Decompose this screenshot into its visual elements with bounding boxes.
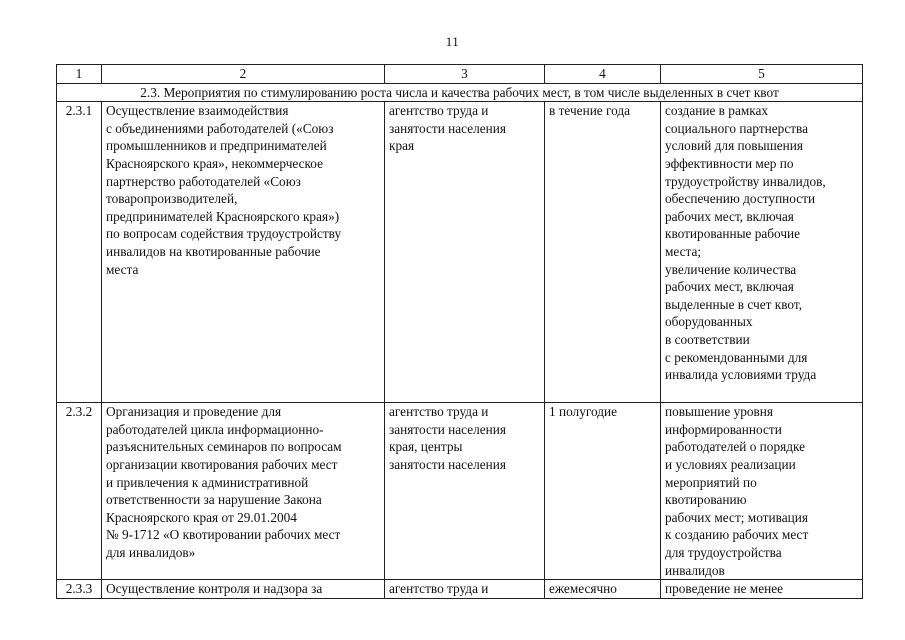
section-title: 2.3. Мероприятия по стимулированию роста числа и качества рабочих мест, в том числе выделенных в счет квот: [57, 83, 863, 102]
page-number: 11: [445, 34, 460, 49]
result-cell: повышение уровня информированности работодателей о порядке и условиях реализации мероприятий по квотированию рабочих мест; мотивация к созданию рабочих мест для трудоустройства инвалидов: [661, 403, 863, 580]
row-number: 2.3.3: [57, 580, 102, 599]
table-row: [57, 403, 863, 580]
column-header-2: 2: [102, 65, 385, 84]
table-header-row: [57, 65, 863, 84]
table-row: [57, 580, 863, 599]
table-row: [57, 102, 863, 403]
activity-cell: Организация и проведение для работодателей цикла информационно- разъяснительных семинаров по вопросам организации квотирования рабочих мест и привлечения к административной ответственности за нарушение Закона Красноярского края от 29.01.2004 № 9-1712 «О квотировании рабочих мест для инвалидов»: [102, 403, 385, 580]
activity-cell: Осуществление контроля и надзора за: [102, 580, 385, 599]
activity-cell: Осуществление взаимодействия с объединениями работодателей («Союз промышленников и предпринимателей Красноярского края», некоммерческое партнерство работодателей «Союз товаропроизводителей, предпринимателей Красноярского края») по вопросам содействия трудоустройству инвалидов на квотированные рабочие места: [102, 102, 385, 403]
row-number: 2.3.2: [57, 403, 102, 580]
term-cell: в течение года: [545, 102, 661, 403]
term-cell: 1 полугодие: [545, 403, 661, 580]
term-cell: ежемесячно: [545, 580, 661, 599]
executor-cell: агентство труда и: [385, 580, 545, 599]
column-header-3: 3: [385, 65, 545, 84]
section-row: [57, 83, 863, 102]
row-number: 2.3.1: [57, 102, 102, 403]
executor-cell: агентство труда и занятости населения края: [385, 102, 545, 403]
executor-cell: агентство труда и занятости населения края, центры занятости населения: [385, 403, 545, 580]
result-cell: создание в рамках социального партнерства условий для повышения эффективности мер по трудоустройству инвалидов, обеспечению доступности рабочих мест, включая квотированные рабочие места; увеличение количества рабочих мест, включая выделенные в счет квот, оборудованных в соответствии с рекомендованными для инвалида условиями труда: [661, 102, 863, 403]
column-header-5: 5: [661, 65, 863, 84]
result-cell: проведение не менее: [661, 580, 863, 599]
measures-table: [56, 64, 863, 599]
column-header-4: 4: [545, 65, 661, 84]
column-header-1: 1: [57, 65, 102, 84]
